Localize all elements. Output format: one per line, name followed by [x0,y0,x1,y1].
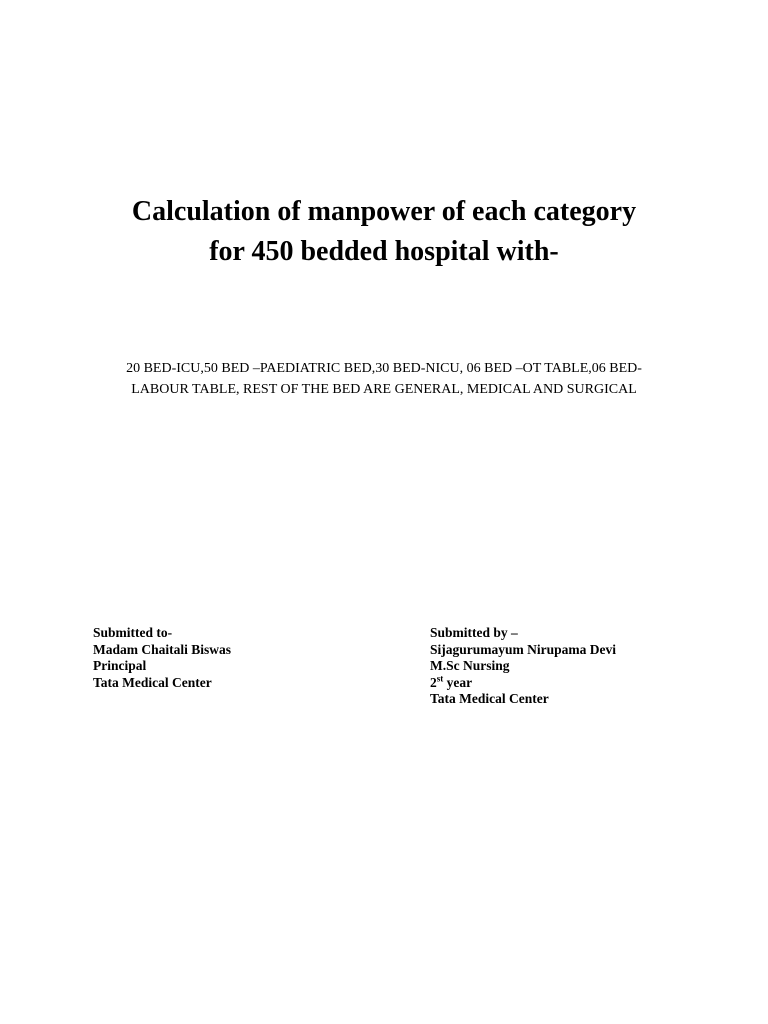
submitted-by-year [430,675,616,692]
submitted-to-institution: Tata Medical Center [93,674,212,690]
document-title [0,192,768,272]
submitted-by-heading: Submitted by – [430,625,518,640]
description-line-1: 20 BED-ICU,50 BED –PAEDIATRIC BED,30 BED-NICU, 06 BED –OT TABLE,06 BED- [126,361,642,376]
year-suffix: st [436,673,444,683]
description-line-2: LABOUR TABLE, REST OF THE BED ARE GENERAL, MEDICAL AND SURGICAL [131,382,637,397]
year-word: year [443,674,473,690]
submitted-to-block [93,625,231,691]
submitted-by-institution: Tata Medical Center [430,691,549,706]
bed-distribution-description [40,358,728,400]
submitted-by-course: M.Sc Nursing [430,658,510,673]
submitted-to-heading: Submitted to- [93,625,173,640]
year-number: 2 [430,674,437,690]
title-line-2: for 450 bedded hospital with- [209,236,559,267]
submitted-to-name: Madam Chaitali Biswas [93,641,232,657]
title-line-1: Calculation of manpower of each category [131,196,637,227]
submitted-to-role: Principal [93,658,147,673]
submitted-by-block [430,625,616,708]
submitted-by-name: Sijagurumayum Nirupama Devi [430,641,617,657]
